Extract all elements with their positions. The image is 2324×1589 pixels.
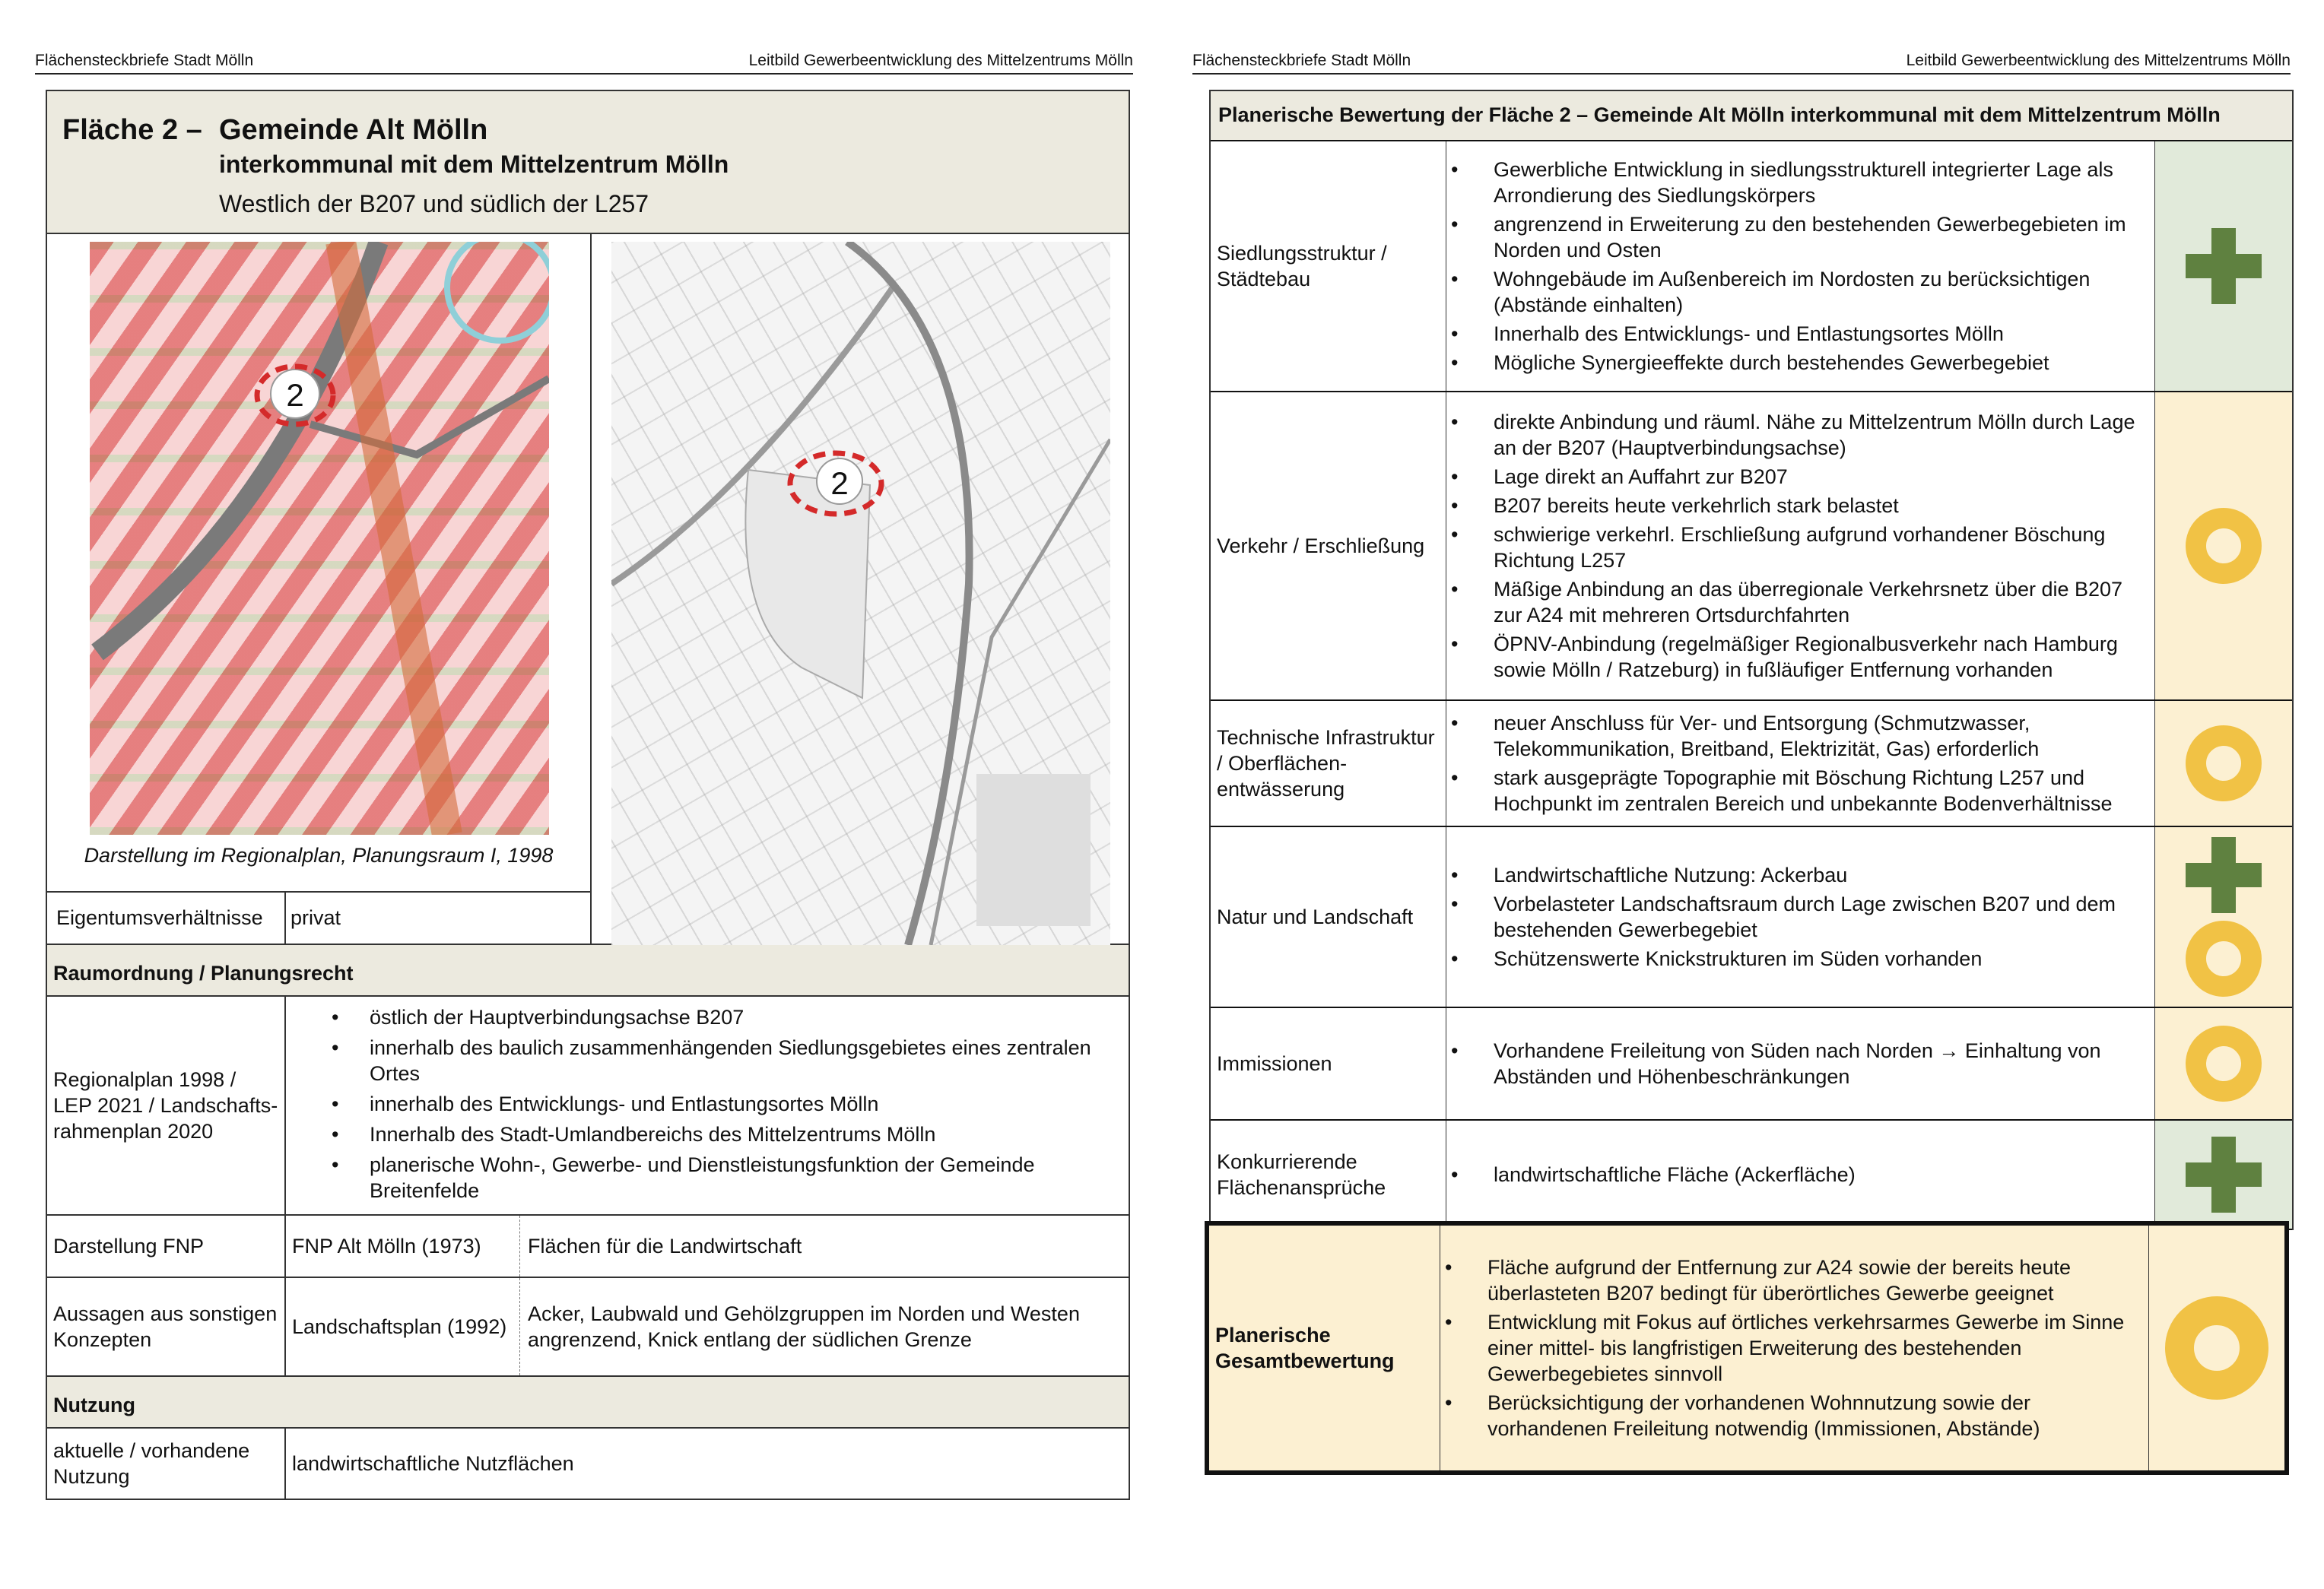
- criterion-content: [1440, 1226, 2149, 1470]
- list-item: • Mäßige Anbindung an das überregionale Verkehrsnetz über die B207 zur A24 mit mehreren Ortsdurchfahrten: [1446, 576, 2154, 628]
- neutral-rating-icon: [2186, 1026, 2262, 1102]
- corridor-band: [341, 242, 447, 835]
- neutral-rating-icon: [2165, 1296, 2268, 1400]
- header-right-text: Leitbild Gewerbeentwicklung des Mittelzentrums Mölln: [1906, 52, 2291, 69]
- topographic-map-column: [592, 234, 1129, 944]
- positive-rating-icon: [2186, 228, 2262, 304]
- criterion-list: [1446, 859, 2154, 975]
- criterion-label: Verkehr / Erschließung: [1211, 392, 1446, 699]
- topographic-map: [611, 242, 1110, 945]
- list-item: • Entwicklung mit Fokus auf örtliches verkehrsarmes Gewerbe im Sinne einer mittel- bis langfristigen Erweiterung des bestehenden Gewerbegebietes sinnvoll: [1440, 1309, 2148, 1387]
- list-item: • Berücksichtigung der vorhandenen Wohnnutzung sowie der vorhandenen Freileitung notwendig (Immissionen, Abstände): [1440, 1390, 2148, 1442]
- list-item: • Fläche aufgrund der Entfernung zur A24 sowie der bereits heute überlasteten B207 bedingt für überörtliches Gewerbe geeignet: [1440, 1254, 2148, 1306]
- neutral-rating-icon: [2186, 921, 2262, 997]
- fnp-value: Flächen für die Landwirtschaft: [528, 1235, 802, 1258]
- criterion-label: Siedlungsstruktur / Städtebau: [1211, 141, 1446, 391]
- header-left-text: Flächensteckbriefe Stadt Mölln: [1192, 52, 1411, 69]
- regional-plan-column: [47, 234, 592, 944]
- concepts-plan: Landschaftsplan (1992): [286, 1278, 520, 1375]
- criterion-list: [1446, 154, 2154, 379]
- usage-label: aktuelle / vorhandene Nutzung: [47, 1429, 286, 1499]
- anchor-symbol-icon: [447, 242, 549, 341]
- regional-plan-map-graphic: [90, 242, 549, 835]
- rating-cell: [2155, 1121, 2292, 1229]
- fnp-label: Darstellung FNP: [47, 1216, 286, 1277]
- area-number: Fläche 2 –: [62, 114, 202, 146]
- regional-plan-row: [47, 997, 1129, 1216]
- concepts-row: [47, 1278, 1129, 1377]
- maps-row: [47, 234, 1129, 945]
- list-item: • Schützenswerte Knickstrukturen im Süden vorhanden: [1446, 946, 2154, 972]
- criterion-content: [1446, 392, 2155, 699]
- evaluation-table: [1209, 90, 2294, 1230]
- list-item: • Innerhalb des Stadt-Umlandbereichs des Mittelzentrums Mölln: [286, 1121, 1119, 1147]
- list-item: • Wohngebäude im Außenbereich im Nordosten zu berücksichtigen (Abstände einhalten): [1446, 266, 2154, 318]
- list-item: • ÖPNV-Anbindung (regelmäßiger Regionalbusverkehr nach Hamburg sowie Mölln / Ratzeburg) in fußläufiger Entfernung vorhanden: [1446, 631, 2154, 683]
- list-item: • schwierige verkehrl. Erschließung aufgrund vorhandener Böschung Richtung L257: [1446, 522, 2154, 573]
- list-item: • B207 bereits heute verkehrlich stark belastet: [1446, 493, 2154, 519]
- list-item: • direkte Anbindung und räuml. Nähe zu Mittelzentrum Mölln durch Lage an der B207 (Hauptverbindungsachse): [1446, 409, 2154, 461]
- rating-cell: [2155, 701, 2292, 826]
- section-header-planning: Raumordnung / Planungsrecht: [47, 945, 1129, 997]
- map-caption: Darstellung im Regionalplan, Planungsraum I, 1998: [84, 844, 554, 867]
- area-location: Westlich der B207 und südlich der L257: [219, 190, 649, 217]
- area-marker-label: 2: [286, 377, 304, 413]
- fnp-row: [47, 1216, 1129, 1278]
- usage-row: [47, 1429, 1129, 1499]
- evaluation-row: [1211, 141, 2292, 392]
- settlement-block: [976, 774, 1091, 926]
- neutral-rating-icon: [2186, 508, 2262, 584]
- criterion-list: [1446, 1159, 1856, 1191]
- ownership-value: privat: [290, 906, 341, 929]
- header-left-text: Flächensteckbriefe Stadt Mölln: [35, 52, 254, 69]
- area-title: Gemeinde Alt Mölln: [219, 114, 488, 146]
- criterion-label: Technische Infrastruktur / Oberflächen-entwässerung: [1211, 701, 1446, 826]
- rating-cell: [2155, 141, 2292, 391]
- evaluation-row: [1211, 392, 2292, 701]
- list-item: • angrenzend in Erweiterung zu den bestehenden Gewerbegebieten im Norden und Osten: [1446, 211, 2154, 263]
- criterion-label: Immissionen: [1211, 1008, 1446, 1119]
- criterion-label: Konkurrierende Flächenansprüche: [1211, 1121, 1446, 1229]
- usage-value: landwirtschaftliche Nutzflächen: [292, 1452, 574, 1475]
- list-item: • Innerhalb des Entwicklungs- und Entlastungsortes Mölln: [1446, 321, 2154, 347]
- criterion-content: [1446, 141, 2155, 391]
- rating-cell: [2155, 827, 2292, 1007]
- criterion-label: Natur und Landschaft: [1211, 827, 1446, 1007]
- regional-plan-content: [286, 997, 1129, 1214]
- regional-plan-label: Regionalplan 1998 / LEP 2021 / Landschafts-rahmenplan 2020: [47, 997, 286, 1214]
- list-item: • innerhalb des Entwicklungs- und Entlastungsortes Mölln: [286, 1091, 1119, 1117]
- evaluation-row: [1211, 827, 2292, 1008]
- criterion-list: [1446, 406, 2154, 686]
- regional-plan-list: [286, 1004, 1119, 1204]
- positive-rating-icon: [2186, 1137, 2262, 1213]
- list-item: • Lage direkt an Auffahrt zur B207: [1446, 464, 2154, 490]
- area-marker-label: 2: [830, 465, 849, 501]
- section-header-usage: Nutzung: [47, 1377, 1129, 1429]
- regional-plan-map: [90, 242, 549, 835]
- evaluation-rows: [1211, 141, 2292, 1230]
- criterion-content: [1446, 701, 2155, 826]
- concepts-value: Acker, Laubwald und Gehölzgruppen im Norden und Westen angrenzend, Knick entlang der südlichen Grenze: [528, 1302, 1080, 1351]
- criterion-list: [1446, 1035, 2154, 1093]
- area-profile-sheet: [46, 90, 1130, 1500]
- list-item: • Vorbelasteter Landschaftsraum durch Lage zwischen B207 und dem bestehenden Gewerbegebiet: [1446, 891, 2154, 943]
- overall-evaluation-list: [1440, 1251, 2148, 1445]
- list-item: • stark ausgeprägte Topographie mit Böschung Richtung L257 und Hochpunkt im zentralen Bereich und unbekannte Bodenverhältnisse: [1446, 765, 2154, 817]
- title-block: [47, 91, 1129, 234]
- evaluation-row: [1211, 701, 2292, 827]
- criterion-content: [1446, 827, 2155, 1007]
- road-line: [310, 379, 549, 455]
- running-header: [1192, 49, 2291, 75]
- evaluation-title: Planerische Bewertung der Fläche 2 – Gemeinde Alt Mölln interkommunal mit dem Mittelzentrum Mölln: [1211, 91, 2292, 141]
- rating-cell: [2155, 392, 2292, 699]
- neutral-rating-icon: [2186, 725, 2262, 801]
- positive-rating-icon: [2186, 837, 2262, 913]
- concepts-label: Aussagen aus sonstigen Konzepten: [47, 1278, 286, 1375]
- topographic-map-graphic: [611, 242, 1110, 945]
- rating-cell: [2155, 1008, 2292, 1119]
- criterion-content: [1446, 1008, 2155, 1119]
- list-item: • landwirtschaftliche Fläche (Ackerfläche): [1446, 1162, 1856, 1188]
- header-right-text: Leitbild Gewerbeentwicklung des Mittelzentrums Mölln: [748, 52, 1133, 69]
- list-item: • innerhalb des baulich zusammenhängenden Siedlungsgebietes eines zentralen Ortes: [286, 1035, 1119, 1086]
- criterion-content: [1446, 1121, 2155, 1229]
- list-item: • Gewerbliche Entwicklung in siedlungsstrukturell integrierter Lage als Arrondierung des Siedlungskörpers: [1446, 157, 2154, 208]
- area-parcel: [745, 470, 870, 698]
- list-item: • Landwirtschaftliche Nutzung: Ackerbau: [1446, 862, 2154, 888]
- overall-evaluation-row: [1205, 1221, 2289, 1475]
- fnp-plan: FNP Alt Mölln (1973): [286, 1216, 520, 1277]
- ownership-label: Eigentumsverhältnisse: [47, 893, 286, 944]
- evaluation-row: [1211, 1121, 2292, 1230]
- list-item: • Vorhandene Freileitung von Süden nach Norden → Einhaltung von Abständen und Höhenbeschränkungen: [1446, 1038, 2154, 1089]
- regional-plan-map-frame: [47, 234, 590, 835]
- running-header: [35, 49, 1133, 75]
- criterion-label: Planerische Gesamtbewertung: [1209, 1226, 1440, 1470]
- ownership-row: [47, 891, 590, 944]
- list-item: • neuer Anschluss für Ver- und Entsorgung (Schmutzwasser, Telekommunikation, Breitband, Elektrizität, Gas) erforderlich: [1446, 710, 2154, 762]
- criterion-list: [1446, 707, 2154, 820]
- list-item: • planerische Wohn-, Gewerbe- und Dienstleistungsfunktion der Gemeinde Breitenfelde: [286, 1152, 1119, 1204]
- rating-cell: [2149, 1226, 2284, 1470]
- evaluation-row: [1211, 1008, 2292, 1121]
- list-item: • östlich der Hauptverbindungsachse B207: [286, 1004, 1119, 1030]
- area-subtitle: interkommunal mit dem Mittelzentrum Mölln: [219, 151, 729, 178]
- list-item: • Mögliche Synergieeffekte durch bestehendes Gewerbegebiet: [1446, 350, 2154, 376]
